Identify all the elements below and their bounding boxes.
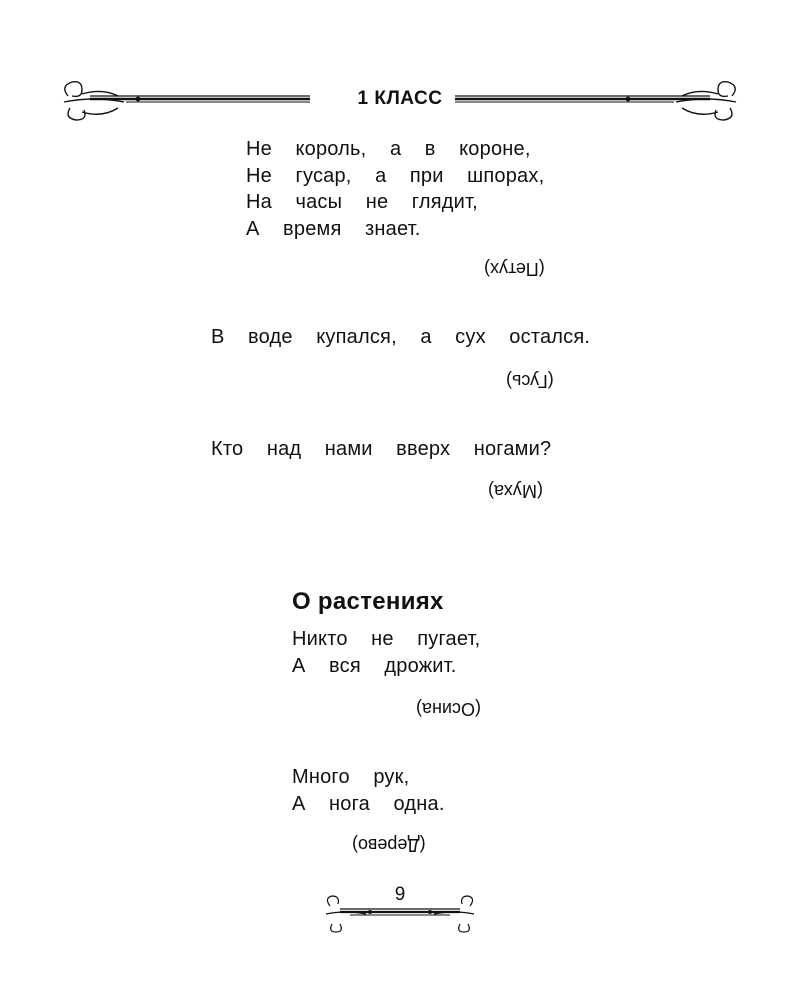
riddle-line: Много рук, <box>292 766 410 788</box>
chapter-title: 1 КЛАСС <box>357 88 443 109</box>
riddle-line: А нога одна. <box>292 792 445 815</box>
riddle-1 <box>246 136 544 242</box>
riddle-line: А вся дрожит. <box>292 654 457 677</box>
plant-riddle-1 <box>292 626 480 679</box>
page-number: 9 <box>394 884 406 905</box>
riddle-line: На часы не глядит, <box>246 191 478 213</box>
riddle-answer: (Осина) <box>416 699 481 719</box>
riddle-2 <box>211 324 590 351</box>
plant-riddle-2 <box>292 764 445 817</box>
riddle-line: Никто не пугает, <box>292 628 481 650</box>
section-title: О растениях <box>292 588 444 615</box>
riddle-answer: (Петух) <box>484 259 545 279</box>
riddle-3 <box>211 436 551 463</box>
riddle-line: Не гусар, а при шпорах, <box>246 164 545 187</box>
riddle-line: В воде купался, а сух остался. <box>211 326 591 348</box>
riddle-answer: (Гусь) <box>506 371 554 391</box>
riddle-line: А время знает. <box>246 217 421 240</box>
riddle-answer: (Муха) <box>488 481 543 501</box>
riddle-answer: (Дерево) <box>352 835 426 855</box>
riddle-line: Кто над нами вверх ногами? <box>211 438 552 460</box>
riddle-line: Не король, а в короне, <box>246 138 531 160</box>
